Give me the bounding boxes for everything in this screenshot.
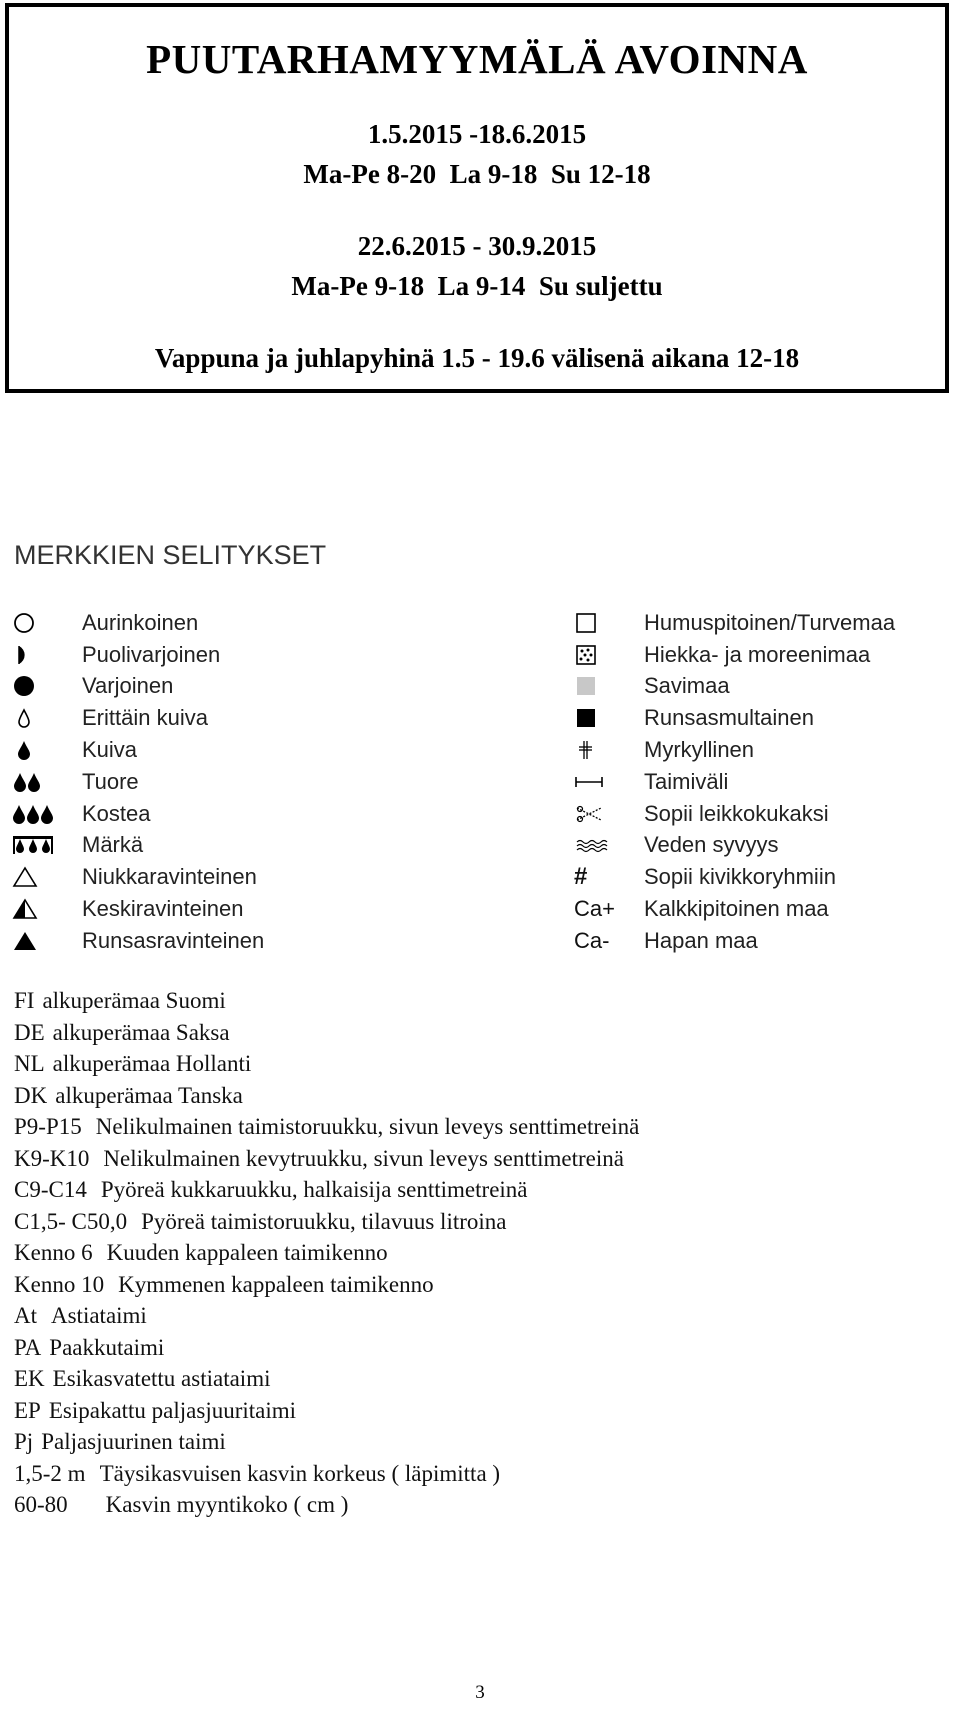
abbreviation-code: C9-C14 bbox=[14, 1177, 87, 1202]
legend-right-column bbox=[574, 607, 954, 957]
abbreviation-text: Paljasjuurinen taimi bbox=[41, 1429, 226, 1454]
period1-dates: 1.5.2015 -18.6.2015 bbox=[367, 119, 587, 149]
abbreviation-code: DE bbox=[14, 1019, 45, 1045]
abbreviation-text: Astiataimi bbox=[51, 1303, 147, 1328]
abbreviation-text: Täysikasvuisen kasvin korkeus ( läpimitta ) bbox=[99, 1460, 501, 1486]
legend-label: Hapan maa bbox=[644, 927, 758, 953]
legend-label: Runsasravinteinen bbox=[82, 927, 265, 953]
square-filled-icon bbox=[574, 704, 644, 732]
abbreviation-row bbox=[14, 1174, 639, 1206]
abbreviation-text: alkuperämaa Tanska bbox=[55, 1082, 243, 1108]
legend-item bbox=[574, 734, 954, 766]
legend-label: Taimiväli bbox=[644, 768, 729, 794]
abbreviation-code: EP bbox=[14, 1397, 41, 1423]
legend-label: Runsasmultainen bbox=[644, 705, 814, 731]
abbreviation-row bbox=[14, 1489, 639, 1521]
triangle-half-icon bbox=[12, 895, 82, 923]
legend-item bbox=[12, 766, 532, 798]
legend-left-column bbox=[12, 607, 532, 957]
abbreviation-row bbox=[14, 1080, 639, 1112]
wet-box-drops-icon bbox=[12, 831, 82, 859]
abbreviation-text: alkuperämaa Saksa bbox=[52, 1019, 230, 1045]
sun-circle-icon bbox=[12, 609, 82, 637]
legend-item bbox=[574, 607, 954, 639]
abbreviation-code: At bbox=[14, 1303, 37, 1328]
legend-item bbox=[12, 830, 532, 862]
legend-item bbox=[12, 639, 532, 671]
legend-label: Kostea bbox=[82, 800, 151, 826]
abbreviation-row bbox=[14, 985, 639, 1017]
abbreviation-text: Nelikulmainen taimistoruukku, sivun leveys senttimetreinä bbox=[95, 1114, 640, 1139]
legend-item bbox=[12, 861, 532, 893]
period2-hours: Ma-Pe 9-18 La 9-14 Su suljettu bbox=[291, 271, 663, 301]
legend-item bbox=[574, 830, 954, 862]
legend-label: Puolivarjoinen bbox=[82, 641, 221, 667]
legend-item bbox=[574, 671, 954, 703]
period2-dates: 22.6.2015 - 30.9.2015 bbox=[357, 231, 597, 261]
abbreviation-text: alkuperämaa Suomi bbox=[42, 988, 226, 1013]
legend-item bbox=[574, 893, 954, 925]
water-waves-icon bbox=[574, 831, 644, 859]
abbreviation-text: Paakkutaimi bbox=[49, 1334, 165, 1360]
abbreviation-code: NL bbox=[14, 1051, 45, 1076]
legend-item bbox=[12, 925, 532, 957]
legend-label: Niukkaravinteinen bbox=[82, 864, 257, 890]
legend-item bbox=[12, 702, 532, 734]
abbreviation-code: PA bbox=[14, 1334, 42, 1360]
scissors-icon bbox=[574, 800, 644, 828]
legend-label: Veden syvyys bbox=[644, 832, 779, 858]
abbreviation-code: Kenno 10 bbox=[14, 1271, 105, 1297]
abbreviation-code: DK bbox=[14, 1082, 48, 1108]
abbreviation-row bbox=[14, 1048, 639, 1080]
spacing-icon bbox=[574, 768, 644, 796]
legend-item bbox=[574, 702, 954, 734]
abbreviation-text: Nelikulmainen kevytruukku, sivun leveys senttimetreinä bbox=[103, 1145, 624, 1171]
abbreviation-code: 60-80 bbox=[14, 1492, 68, 1517]
legend-label: Kuiva bbox=[82, 737, 138, 763]
two-drops-icon bbox=[12, 768, 82, 796]
abbreviation-text: Esikasvatettu astiataimi bbox=[52, 1366, 271, 1391]
abbreviation-text: Kasvin myyntikoko ( cm ) bbox=[105, 1492, 349, 1517]
legend-symbol-text: Ca+ bbox=[574, 896, 615, 922]
abbreviation-text: alkuperämaa Hollanti bbox=[52, 1051, 252, 1076]
abbreviation-code: FI bbox=[14, 988, 35, 1013]
legend-symbol-text: Ca- bbox=[574, 927, 610, 953]
abbreviation-text: Kymmenen kappaleen taimikenno bbox=[118, 1271, 434, 1297]
abbreviation-code: K9-K10 bbox=[14, 1145, 90, 1171]
legend-label: Aurinkoinen bbox=[82, 609, 199, 635]
opening-hours-box bbox=[5, 3, 949, 393]
abbreviation-text: Kuuden kappaleen taimikenno bbox=[106, 1240, 388, 1265]
legend-label: Keskiravinteinen bbox=[82, 896, 244, 922]
drop-outline-icon bbox=[12, 704, 82, 732]
abbreviation-row bbox=[14, 1300, 639, 1332]
abbreviation-row bbox=[14, 1269, 639, 1301]
legend-label: Sopii leikkokukaksi bbox=[644, 800, 829, 826]
legend-item bbox=[574, 798, 954, 830]
legend-label: Varjoinen bbox=[82, 673, 174, 699]
legend-label: Hiekka- ja moreenimaa bbox=[644, 641, 871, 667]
abbreviation-code: 1,5-2 m bbox=[14, 1460, 86, 1486]
abbreviation-code: P9-P15 bbox=[14, 1114, 82, 1139]
abbreviation-row bbox=[14, 1143, 639, 1175]
abbreviation-row bbox=[14, 1363, 639, 1395]
legend-item bbox=[574, 766, 954, 798]
legend-item bbox=[12, 893, 532, 925]
period1-hours: Ma-Pe 8-20 La 9-18 Su 12-18 bbox=[303, 159, 651, 189]
abbreviation-list bbox=[14, 985, 639, 1521]
holiday-hours: Vappuna ja juhlapyhinä 1.5 - 19.6 välisenä aikana 12-18 bbox=[154, 343, 800, 373]
abbreviation-row bbox=[14, 1206, 639, 1238]
triangle-filled-icon bbox=[12, 927, 82, 955]
triangle-outline-icon bbox=[12, 863, 82, 891]
three-drops-icon bbox=[12, 800, 82, 828]
legend-item bbox=[574, 925, 954, 957]
page-number: 3 bbox=[475, 1682, 485, 1703]
legend-item bbox=[12, 734, 532, 766]
abbreviation-text: Pyöreä kukkaruukku, halkaisija senttimetreinä bbox=[100, 1177, 528, 1202]
abbreviation-row bbox=[14, 1426, 639, 1458]
legend-item bbox=[12, 671, 532, 703]
legend-label: Kalkkipitoinen maa bbox=[644, 896, 829, 922]
legend-label: Sopii kivikkoryhmiin bbox=[644, 864, 836, 890]
abbreviation-code: Kenno 6 bbox=[14, 1240, 93, 1265]
abbreviation-row bbox=[14, 1237, 639, 1269]
opening-hours-title: PUUTARHAMYYMÄLÄ AVOINNA bbox=[146, 36, 808, 82]
square-outline-icon bbox=[574, 609, 644, 637]
abbreviation-code: C1,5- C50,0 bbox=[14, 1208, 128, 1234]
legend-label: Savimaa bbox=[644, 673, 730, 699]
abbreviation-row bbox=[14, 1395, 639, 1427]
abbreviation-code: Pj bbox=[14, 1429, 34, 1454]
legend-label: Humuspitoinen/Turvemaa bbox=[644, 609, 896, 635]
half-shade-icon bbox=[12, 641, 82, 669]
abbreviation-row bbox=[14, 1017, 639, 1049]
abbreviation-row bbox=[14, 1458, 639, 1490]
legend-item bbox=[12, 607, 532, 639]
abbreviation-row bbox=[14, 1332, 639, 1364]
abbreviation-text: Esipakattu paljasjuuritaimi bbox=[48, 1397, 297, 1423]
legend-label: Myrkyllinen bbox=[644, 737, 755, 763]
legend-label: Tuore bbox=[82, 768, 139, 794]
full-shade-icon bbox=[12, 672, 82, 700]
abbreviation-text: Pyöreä taimistoruukku, tilavuus litroina bbox=[141, 1208, 507, 1234]
legend-item bbox=[574, 639, 954, 671]
legend-label: Märkä bbox=[82, 832, 144, 858]
hash-icon: # bbox=[574, 863, 588, 891]
square-dotted-icon bbox=[574, 641, 644, 669]
legend-item bbox=[12, 798, 532, 830]
one-drop-icon bbox=[12, 736, 82, 764]
legend-title: MERKKIEN SELITYKSET bbox=[14, 540, 327, 570]
cross-icon bbox=[574, 736, 644, 764]
abbreviation-code: EK bbox=[14, 1366, 45, 1391]
abbreviation-row bbox=[14, 1111, 639, 1143]
legend-label: Erittäin kuiva bbox=[82, 705, 208, 731]
legend-item bbox=[574, 861, 954, 893]
square-gray-icon bbox=[574, 672, 644, 700]
